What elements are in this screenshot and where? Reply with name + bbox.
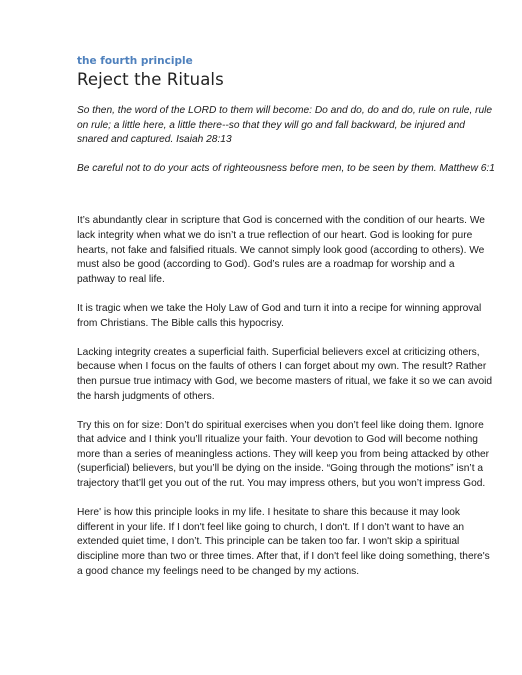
page-title: Reject the Rituals	[77, 70, 224, 89]
body-paragraph-1: It’s abundantly clear in scripture that God is concerned with the condition of our hearts. We lack integrity when what we do isn’t a true reflection of our heart. God is looking for pure hearts, not fake and falsified rituals. We cannot simply look good (according to others). We must also be good (according to God). God’s rules are a roadmap for worship and a pathway to real life.	[77, 215, 485, 285]
body-paragraph-3: Lacking integrity creates a superficial faith. Superficial believers excel at criticizing others, because when I focus on the faults of others I can forget about my own. The result? Rather then pursue true intimacy with God, we become masters of ritual, we fake it so we can avoid the harsh judgments of others.	[77, 346, 493, 402]
scripture-quote-matthew: Be careful not to do your acts of righteousness before men, to be seen by them. Matthew 6:1	[77, 162, 495, 174]
scripture-quote-isaiah: So then, the word of the LORD to them will become: Do and do, do and do, rule on rule, rule on rule; a little here, a little there--so that they will go and fall backward, be injured and snared and captured. Isaiah 28:13	[77, 105, 493, 146]
principle-kicker: the fourth principle	[77, 55, 193, 67]
body-paragraph-5: Here' is how this principle looks in my life. I hesitate to share this because it may look different in your life. If I don't feel like going to church, I don't. If I don’t want to have an extended quiet time, I don’t. This principle can be taken too far. I won't skip a spiritual discipline more than two or three times. After that, if I don't feel like doing something, there's a good chance my feelings need to be changed by my actions.	[77, 507, 490, 577]
body-paragraph-2: It is tragic when we take the Holy Law of God and turn it into a recipe for winning approval from Christians. The Bible calls this hypocrisy.	[77, 302, 482, 329]
body-paragraph-4: Try this on for size: Don’t do spiritual exercises when you don’t feel like doing them. Ignore that advice and I think you’ll ritualize your faith. Your devotion to God will become nothing more than a series of meaningless actions. They will keep you from being attacked by other (superficial) believers, but you’ll be dying on the inside. “Going through the motions” isn’t a trajectory that’ll get you out of the rut. You may impress others, but you won’t impress God.	[77, 419, 490, 490]
document-page	[77, 55, 495, 579]
